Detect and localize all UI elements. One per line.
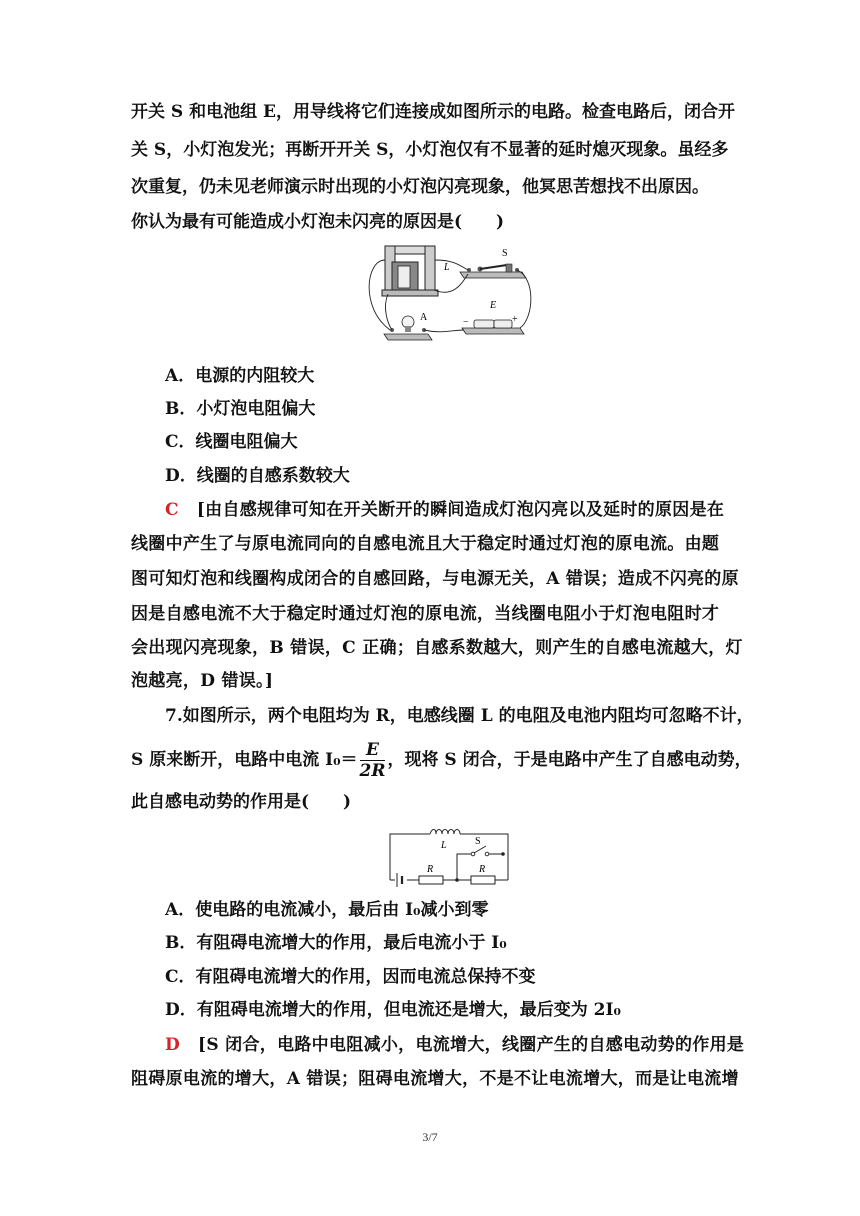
q6-option-d: D．线圈的自感系数较大 — [165, 466, 350, 486]
fig6-label-S: S — [502, 248, 508, 259]
switch-symbol — [471, 846, 489, 856]
q7-option-b: B．有阻碍电流增大的作用，最后电流小于 I₀ — [165, 933, 507, 953]
q7-answer-text-1: [S 闭合，电路中电阻减小，电流增大，线圈产生的自感电动势的作用是 — [198, 1035, 745, 1055]
inductor-coil — [430, 830, 460, 835]
q6-option-a: A．电源的内阻较大 — [165, 366, 315, 386]
fig6-label-minus: − — [463, 317, 469, 328]
switch-board — [460, 264, 526, 278]
q6-option-c: C．线圈电阻偏大 — [165, 432, 298, 452]
fig6-label-L: L — [444, 262, 450, 273]
q7-option-d: D．有阻碍电流增大的作用，但电流还是增大，最后变为 2I₀ — [165, 1000, 621, 1020]
fig6-label-A: A — [420, 312, 428, 323]
q7-answer-letter: D — [165, 1035, 181, 1055]
q6-answer-line-3: 图可知灯泡和线圈构成闭合的自感回路，与电源无关，A 错误；造成不闪亮的原 — [131, 569, 739, 589]
q7-option-c: C．有阻碍电流增大的作用，因而电流总保持不变 — [165, 967, 536, 987]
q7-stem-line-2-pre: S 原来断开，电路中电流 I₀＝ — [131, 750, 358, 770]
resistor-1 — [419, 876, 443, 884]
fig7-label-S: S — [475, 836, 481, 847]
q6-answer-line-4: 因是自感电流不大于稳定时通过灯泡的原电流，当线圈电阻小于灯泡电阻时才 — [131, 604, 720, 624]
battery-symbol — [397, 873, 402, 887]
q7-fraction — [360, 740, 386, 781]
coil-with-core — [382, 246, 438, 296]
q7-answer-line-2: 阻碍原电流的增大，A 错误；阻碍电流增大，不是不让电流增大，而是让电流增 — [131, 1069, 739, 1089]
q7-answer-line-1 — [165, 1033, 745, 1057]
junction-dot-right — [501, 852, 505, 856]
fig6-label-plus: + — [512, 314, 518, 325]
q6-answer-text-1: [由自感规律可知在开关断开的瞬间造成灯泡闪亮以及延时的原因是在 — [196, 500, 725, 520]
q6-stem-line-3: 次重复，仍未见老师演示时出现的小灯泡闪亮现象，他冥思苦想找不出原因。 — [131, 177, 709, 197]
q6-answer-line-2: 线圈中产生了与原电流同向的自感电流且大于稳定时通过灯泡的原电流。由题 — [131, 534, 720, 554]
q7-stem-line-2-post: ，现将 S 闭合，于是电路中产生了自感电动势， — [387, 750, 752, 770]
q6-stem-line-4: 你认为最有可能造成小灯泡未闪亮的原因是( ) — [131, 212, 505, 232]
resistor-2 — [471, 876, 495, 884]
q7-stem-line-2 — [131, 738, 752, 782]
q6-circuit-figure — [362, 238, 537, 350]
q6-answer-line-1 — [165, 498, 731, 522]
q6-stem-line-2: 关 S，小灯泡发光；再断开开关 S，小灯泡仅有不显著的延时熄灭现象。虽经多 — [131, 140, 729, 160]
page-number: 3/7 — [422, 1130, 438, 1144]
q6-answer-line-5: 会出现闪亮现象，B 错误，C 正确；自感系数越大，则产生的自感电流越大，灯 — [131, 638, 743, 658]
q7-fraction-numerator: E — [360, 740, 386, 761]
q7-circuit-figure — [385, 822, 515, 888]
q7-stem-line-3: 此自感电动势的作用是( ) — [131, 792, 352, 812]
q6-answer-letter: C — [165, 500, 179, 520]
fig7-label-R2: R — [479, 864, 486, 875]
fig7-label-L: L — [441, 840, 447, 851]
q6-option-b: B．小灯泡电阻偏大 — [165, 399, 316, 419]
q7-stem-line-1: 7.如图所示，两个电阻均为 R，电感线圈 L 的电阻及电池内阻均可忽略不计， — [165, 706, 754, 726]
fig6-label-E: E — [490, 300, 497, 311]
fig7-label-R1: R — [427, 864, 434, 875]
junction-dot — [455, 878, 459, 882]
q7-option-a: A．使电路的电流减小，最后由 I₀减小到零 — [165, 900, 489, 920]
q7-fraction-denominator: 2R — [359, 761, 386, 781]
q7-wires — [390, 834, 508, 880]
q6-answer-line-6: 泡越亮，D 错误。] — [131, 671, 274, 691]
q6-stem-line-1: 开关 S 和电池组 E，用导线将它们连接成如图所示的电路。检查电路后，闭合开 — [131, 102, 735, 122]
